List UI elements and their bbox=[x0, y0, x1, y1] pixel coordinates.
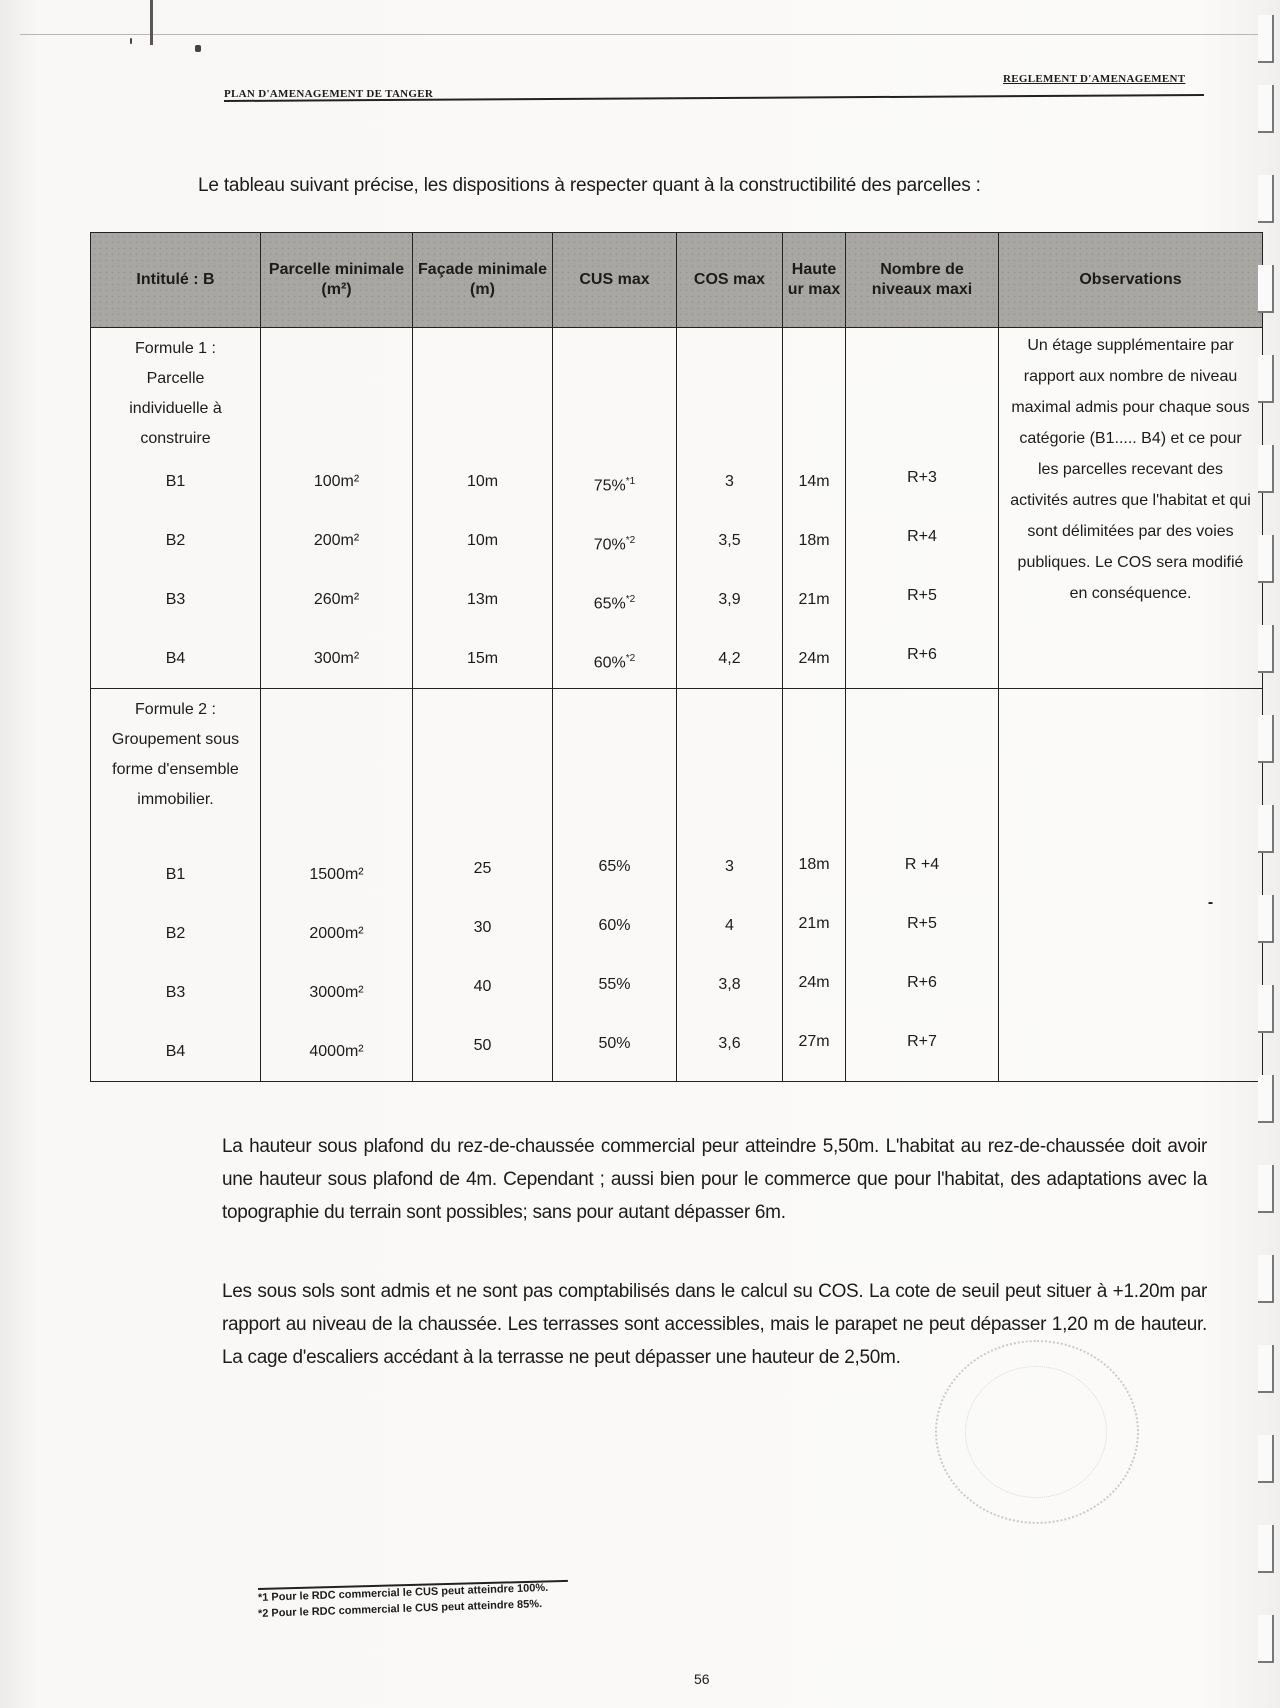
table-cell: B1 bbox=[165, 473, 186, 490]
formule-2-observations-cell bbox=[999, 689, 1263, 1082]
table-cell: 15m bbox=[466, 650, 499, 667]
binder-tab bbox=[1258, 895, 1274, 943]
table-cell: 10m bbox=[466, 532, 499, 549]
table-cell: 55% bbox=[598, 976, 631, 993]
table-cell: B1 bbox=[165, 866, 186, 883]
page-number: 56 bbox=[694, 1671, 710, 1687]
formule-2-hauteur-cell bbox=[783, 689, 846, 1082]
formule-1-parcelle-cell bbox=[261, 328, 413, 689]
binder-tab bbox=[1258, 175, 1274, 223]
table-cell: 2000m² bbox=[309, 925, 364, 942]
binder-tab bbox=[1258, 85, 1274, 133]
observation-text: Un étage supplémentaire par rapport aux nombre de niveau maximal admis pour chaque sous catégorie (B1..... B4) et ce pour les parcelles recevant des activités autres que l'habitat et qui sont délimitées par des voies publiques. Le COS sera modifié en conséquence. bbox=[1010, 337, 1251, 602]
formule-1-observations-cell bbox=[999, 328, 1263, 689]
binder-tab bbox=[1258, 805, 1274, 853]
col-header-parcelle: Parcelle minimale (m²) bbox=[261, 233, 413, 328]
stamp-inner-ring bbox=[965, 1366, 1107, 1498]
table-cell: 10m bbox=[466, 473, 499, 490]
binder-tab bbox=[1258, 625, 1274, 673]
header-section-title: REGLEMENT D'AMENAGEMENT bbox=[1003, 73, 1186, 85]
intro-sentence: Le tableau suivant précise, les dispositions à respecter quant à la constructibilité des parcelles : bbox=[198, 175, 981, 196]
table-cell: 13m bbox=[466, 591, 499, 608]
table-cell: 24m bbox=[798, 974, 830, 991]
table-cell: 3,8 bbox=[718, 976, 741, 993]
formule-2-label: Formule 2 : Groupement sous forme d'ensemble immobilier. bbox=[111, 701, 240, 808]
table-cell: B2 bbox=[165, 925, 186, 942]
formule-1-cus-cell bbox=[553, 328, 677, 689]
table-cell: 24m bbox=[798, 650, 830, 667]
table-cell: 60% bbox=[598, 917, 631, 934]
table-cell: 4,2 bbox=[718, 650, 741, 667]
formule-2-niveaux-cell bbox=[846, 689, 999, 1082]
footnote-ref: *2 bbox=[625, 594, 636, 605]
footnote-2: *2 Pour le RDC commercial le CUS peut atteindre 85%. bbox=[257, 1598, 543, 1620]
cus-value: 60% bbox=[593, 654, 626, 672]
binder-tab bbox=[1258, 1255, 1274, 1303]
table-cell: 100m² bbox=[313, 473, 360, 490]
header-document-title: PLAN D'AMENAGEMENT DE TANGER bbox=[224, 88, 434, 100]
table-header-row bbox=[91, 233, 1263, 328]
table-cell: 200m² bbox=[313, 532, 360, 549]
cus-value: 65% bbox=[593, 595, 626, 613]
formule-2-cos-cell bbox=[677, 689, 783, 1082]
col-header-cus: CUS max bbox=[553, 233, 677, 328]
table-cell: B2 bbox=[165, 532, 186, 549]
table-cell: 25 bbox=[473, 860, 492, 877]
cus-value: 75% bbox=[593, 477, 626, 495]
col-header-cos: COS max bbox=[677, 233, 783, 328]
table-cell: R+6 bbox=[907, 974, 937, 991]
footnote-ref: *2 bbox=[625, 535, 636, 546]
table-cell: 4000m² bbox=[309, 1043, 364, 1060]
col-header-observations: Observations bbox=[999, 233, 1263, 328]
scan-fold-mark bbox=[150, 0, 153, 45]
formule-2-facade-cell bbox=[413, 689, 553, 1082]
table-cell: 40 bbox=[473, 978, 492, 995]
binder-tab bbox=[1258, 355, 1274, 403]
table-cell bbox=[553, 629, 676, 688]
binder-tab bbox=[1258, 1075, 1274, 1123]
binder-tab bbox=[1258, 445, 1274, 493]
table-cell: 4 bbox=[725, 917, 734, 934]
col-header-hauteur: Haute ur max bbox=[783, 233, 846, 328]
binder-tab bbox=[1258, 1615, 1274, 1663]
table-cell: 21m bbox=[798, 591, 830, 608]
binder-tab bbox=[1258, 1435, 1274, 1483]
col-header-facade: Façade minimale (m) bbox=[413, 233, 553, 328]
binder-tab bbox=[1258, 1525, 1274, 1573]
table-cell: 3,6 bbox=[718, 1035, 741, 1052]
table-cell: 260m² bbox=[313, 591, 360, 608]
table-cell: 18m bbox=[798, 856, 830, 873]
table-group-formule-2 bbox=[91, 689, 1263, 1082]
binder-tab bbox=[1258, 265, 1274, 313]
binder-tab bbox=[1258, 1165, 1274, 1213]
table-cell bbox=[553, 511, 676, 570]
formule-1-label: Formule 1 : Parcelle individuelle à construire bbox=[129, 340, 222, 447]
formule-2-intitule-cell bbox=[91, 689, 261, 1082]
table-cell: R+3 bbox=[907, 469, 937, 486]
constructibility-table bbox=[90, 232, 1263, 1082]
table-cell: R+7 bbox=[907, 1033, 937, 1050]
binder-tab bbox=[1258, 715, 1274, 763]
col-header-intitule: Intitulé : B bbox=[91, 233, 261, 328]
table-cell: 50% bbox=[598, 1035, 631, 1052]
formule-1-facade-cell bbox=[413, 328, 553, 689]
formule-1-intitule-cell bbox=[91, 328, 261, 689]
formule-1-niveaux-cell bbox=[846, 328, 999, 689]
paragraph-basements-terraces: Les sous sols sont admis et ne sont pas comptabilisés dans le calcul su COS. La cote de seuil peut situer à +1.20m par rapport au niveau de la chaussée. Les terrasses sont accessibles, mais le parapet ne peut dépasser 1,20 m de hauteur. La cage d'escaliers accédant à la terrasse ne peut dépasser une hauteur de 2,50m. bbox=[222, 1281, 1207, 1368]
table-cell: 3 bbox=[725, 473, 734, 490]
table-cell: 3000m² bbox=[309, 984, 364, 1001]
formule-1-hauteur-cell bbox=[783, 328, 846, 689]
footnote-ref: *2 bbox=[625, 653, 636, 664]
table-cell: B4 bbox=[165, 650, 186, 667]
binder-tab bbox=[1258, 985, 1274, 1033]
formule-2-parcelle-cell bbox=[261, 689, 413, 1082]
official-stamp bbox=[935, 1340, 1139, 1524]
table-cell: 3,5 bbox=[718, 532, 741, 549]
table-cell: B3 bbox=[165, 591, 186, 608]
observation-text: - bbox=[1207, 894, 1214, 911]
table-cell: R+5 bbox=[907, 587, 937, 604]
table-cell: R+4 bbox=[907, 528, 937, 545]
table-cell: 27m bbox=[798, 1033, 830, 1050]
scan-fold-line bbox=[20, 34, 1260, 35]
table-cell bbox=[553, 570, 676, 629]
table-cell: 1500m² bbox=[309, 866, 364, 883]
table-cell: 3,9 bbox=[718, 591, 741, 608]
table-cell: 300m² bbox=[313, 650, 360, 667]
formule-2-cus-cell bbox=[553, 689, 677, 1082]
table-cell bbox=[553, 452, 676, 511]
scan-speck bbox=[130, 38, 132, 44]
table-cell: B4 bbox=[165, 1043, 186, 1060]
col-header-niveaux: Nombre de niveaux maxi bbox=[846, 233, 999, 328]
table-group-formule-1 bbox=[91, 328, 1263, 689]
table-cell: 30 bbox=[473, 919, 492, 936]
table-cell: R +4 bbox=[904, 856, 940, 873]
scan-speck bbox=[195, 45, 201, 52]
table-cell: 65% bbox=[598, 858, 631, 875]
table-cell: 3 bbox=[725, 858, 734, 875]
table-cell: R+5 bbox=[907, 915, 937, 932]
table-cell: 50 bbox=[473, 1037, 492, 1054]
formule-1-cos-cell bbox=[677, 328, 783, 689]
cus-value: 70% bbox=[593, 536, 626, 554]
binder-tab bbox=[1258, 535, 1274, 583]
footnote-ref: *1 bbox=[625, 476, 636, 487]
paragraph-ceiling-height: La hauteur sous plafond du rez-de-chaussée commercial peur atteindre 5,50m. L'habitat au rez-de-chaussée doit avoir une hauteur sous plafond de 4m. Cependant ; aussi bien pour le commerce que pour l'habitat, des adaptations avec la topographie du terrain sont possibles; sans pour autant dépasser 6m. bbox=[222, 1136, 1207, 1223]
binder-tab bbox=[1258, 15, 1274, 63]
table-cell: 18m bbox=[798, 532, 830, 549]
footnote-1: *1 Pour le RDC commercial le CUS peut atteindre 100%. bbox=[257, 1581, 549, 1604]
binder-tab bbox=[1258, 1345, 1274, 1393]
table-cell: B3 bbox=[165, 984, 186, 1001]
table-cell: 21m bbox=[798, 915, 830, 932]
table-cell: 14m bbox=[798, 473, 830, 490]
table-cell: R+6 bbox=[907, 646, 937, 663]
